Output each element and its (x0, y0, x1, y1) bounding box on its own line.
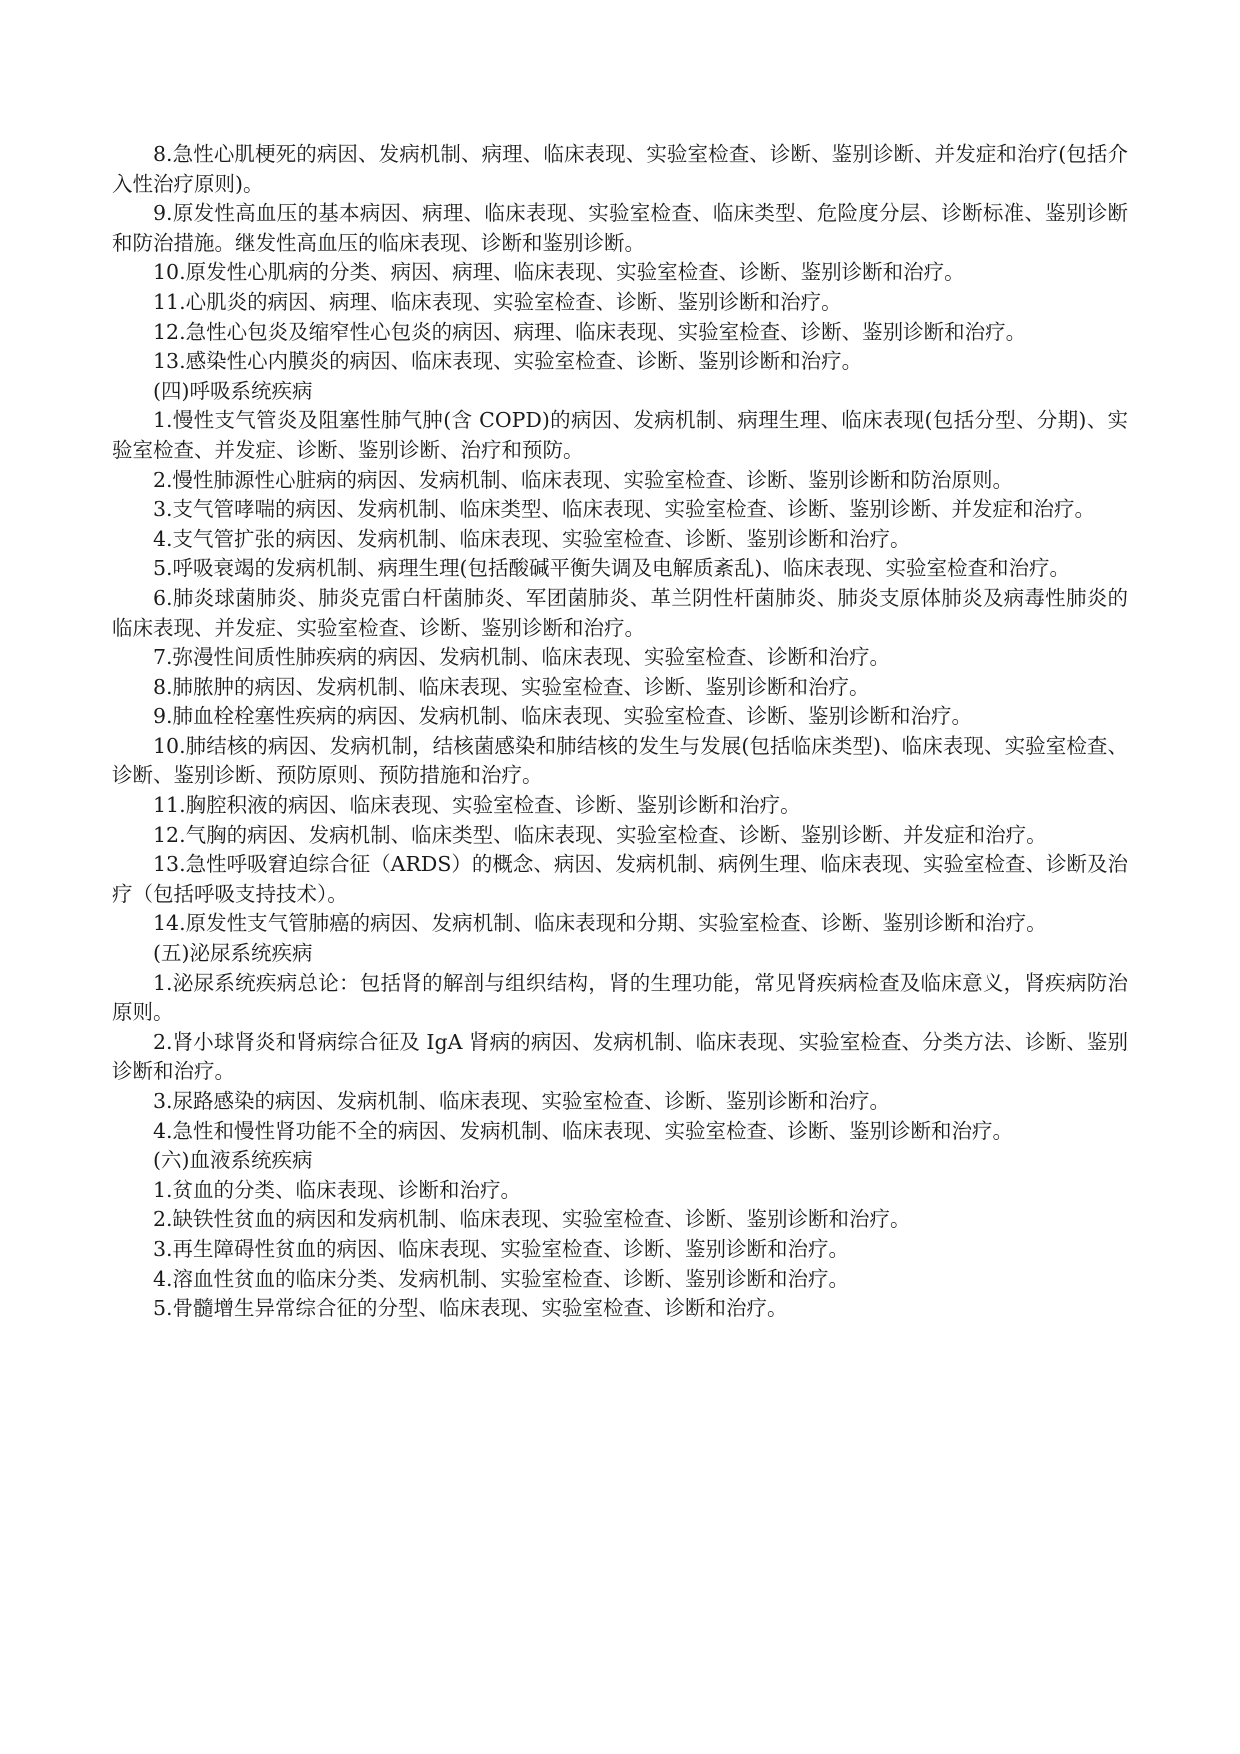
paragraph-resp-9: 9.肺血栓栓塞性疾病的病因、发病机制、临床表现、实验室检查、诊断、鉴别诊断和治疗。 (153, 704, 973, 729)
paragraph-resp-13: 13.急性呼吸窘迫综合征（ARDS）的概念、病因、发病机制、病例生理、临床表现、实验室检查、诊断及治疗（包括呼吸支持技术）。 (112, 852, 1128, 906)
paragraph-resp-2: 2.慢性肺源性心脏病的病因、发病机制、临床表现、实验室检查、诊断、鉴别诊断和防治原则。 (153, 467, 1014, 492)
paragraph-blood-5: 5.骨髓增生异常综合征的分型、临床表现、实验室检查、诊断和治疗。 (153, 1296, 788, 1321)
section-heading-urinary: (五)泌尿系统疾病 (153, 941, 313, 966)
paragraph-urinary-3: 3.尿路感染的病因、发病机制、临床表现、实验室检查、诊断、鉴别诊断和治疗。 (153, 1089, 891, 1113)
paragraph-resp-8: 8.肺脓肿的病因、发病机制、临床表现、实验室检查、诊断、鉴别诊断和治疗。 (153, 674, 870, 699)
paragraph-resp-6: 6.肺炎球菌肺炎、肺炎克雷白杆菌肺炎、军团菌肺炎、革兰阴性杆菌肺炎、肺炎支原体肺炎及病毒性肺炎的临床表现、并发症、实验室检查、诊断、鉴别诊断和治疗。 (112, 585, 1128, 640)
paragraph-urinary-1: 1.泌尿系统疾病总论：包括肾的解剖与组织结构，肾的生理功能，常见肾疾病检查及临床意义，肾疾病防治原则。 (112, 970, 1128, 1025)
paragraph-cardio-8: 8.急性心肌梗死的病因、发病机制、病理、临床表现、实验室检查、诊断、鉴别诊断、并发症和治疗(包括介入性治疗原则)。 (112, 142, 1128, 196)
paragraph-cardio-11: 11.心肌炎的病因、病理、临床表现、实验室检查、诊断、鉴别诊断和治疗。 (153, 289, 842, 314)
paragraph-resp-3: 3.支气管哮喘的病因、发病机制、临床类型、临床表现、实验室检查、诊断、鉴别诊断、并发症和治疗。 (153, 497, 1096, 522)
paragraph-blood-1: 1.贫血的分类、临床表现、诊断和治疗。 (153, 1177, 522, 1202)
section-heading-blood: (六)血液系统疾病 (153, 1148, 313, 1173)
paragraph-resp-5: 5.呼吸衰竭的发病机制、病理生理(包括酸碱平衡失调及电解质紊乱)、临床表现、实验室检查和治疗。 (153, 556, 1071, 581)
paragraph-resp-4: 4.支气管扩张的病因、发病机制、临床表现、实验室检查、诊断、鉴别诊断和治疗。 (153, 526, 911, 551)
paragraph-blood-2: 2.缺铁性贫血的病因和发病机制、临床表现、实验室检查、诊断、鉴别诊断和治疗。 (153, 1207, 911, 1232)
paragraph-blood-3: 3.再生障碍性贫血的病因、临床表现、实验室检查、诊断、鉴别诊断和治疗。 (153, 1236, 850, 1261)
paragraph-resp-11: 11.胸腔积液的病因、临床表现、实验室检查、诊断、鉴别诊断和治疗。 (153, 793, 801, 818)
section-heading-respiratory: (四)呼吸系统疾病 (153, 378, 313, 403)
paragraph-blood-4: 4.溶血性贫血的临床分类、发病机制、实验室检查、诊断、鉴别诊断和治疗。 (153, 1266, 850, 1291)
paragraph-cardio-13: 13.感染性心内膜炎的病因、临床表现、实验室检查、诊断、鉴别诊断和治疗。 (153, 349, 863, 374)
paragraph-urinary-4: 4.急性和慢性肾功能不全的病因、发病机制、临床表现、实验室检查、诊断、鉴别诊断和治疗。 (153, 1118, 1014, 1143)
paragraph-cardio-9: 9.原发性高血压的基本病因、病理、临床表现、实验室检查、临床类型、危险度分层、诊断标准、鉴别诊断和防治措施。继发性高血压的临床表现、诊断和鉴别诊断。 (112, 201, 1128, 255)
paragraph-resp-1: 1.慢性支气管炎及阻塞性肺气肿(含 COPD)的病因、发病机制、病理生理、临床表现(包括分型、分期)、实验室检查、并发症、诊断、鉴别诊断、治疗和预防。 (112, 408, 1128, 462)
paragraph-resp-14: 14.原发性支气管肺癌的病因、发病机制、临床表现和分期、实验室检查、诊断、鉴别诊断和治疗。 (153, 911, 1047, 936)
paragraph-urinary-2: 2.肾小球肾炎和肾病综合征及 IgA 肾病的病因、发病机制、临床表现、实验室检查、分类方法、诊断、鉴别诊断和治疗。 (112, 1029, 1128, 1084)
document-page (112, 140, 1128, 1324)
paragraph-resp-12: 12.气胸的病因、发病机制、临床类型、临床表现、实验室检查、诊断、鉴别诊断、并发症和治疗。 (153, 822, 1047, 847)
paragraph-cardio-12: 12.急性心包炎及缩窄性心包炎的病因、病理、临床表现、实验室检查、诊断、鉴别诊断和治疗。 (153, 319, 1027, 344)
paragraph-resp-7: 7.弥漫性间质性肺疾病的病因、发病机制、临床表现、实验室检查、诊断和治疗。 (153, 645, 891, 670)
paragraph-resp-10: 10.肺结核的病因、发病机制，结核菌感染和肺结核的发生与发展(包括临床类型)、临床表现、实验室检查、诊断、鉴别诊断、预防原则、预防措施和治疗。 (112, 733, 1128, 788)
paragraph-cardio-10: 10.原发性心肌病的分类、病因、病理、临床表现、实验室检查、诊断、鉴别诊断和治疗。 (153, 260, 965, 285)
